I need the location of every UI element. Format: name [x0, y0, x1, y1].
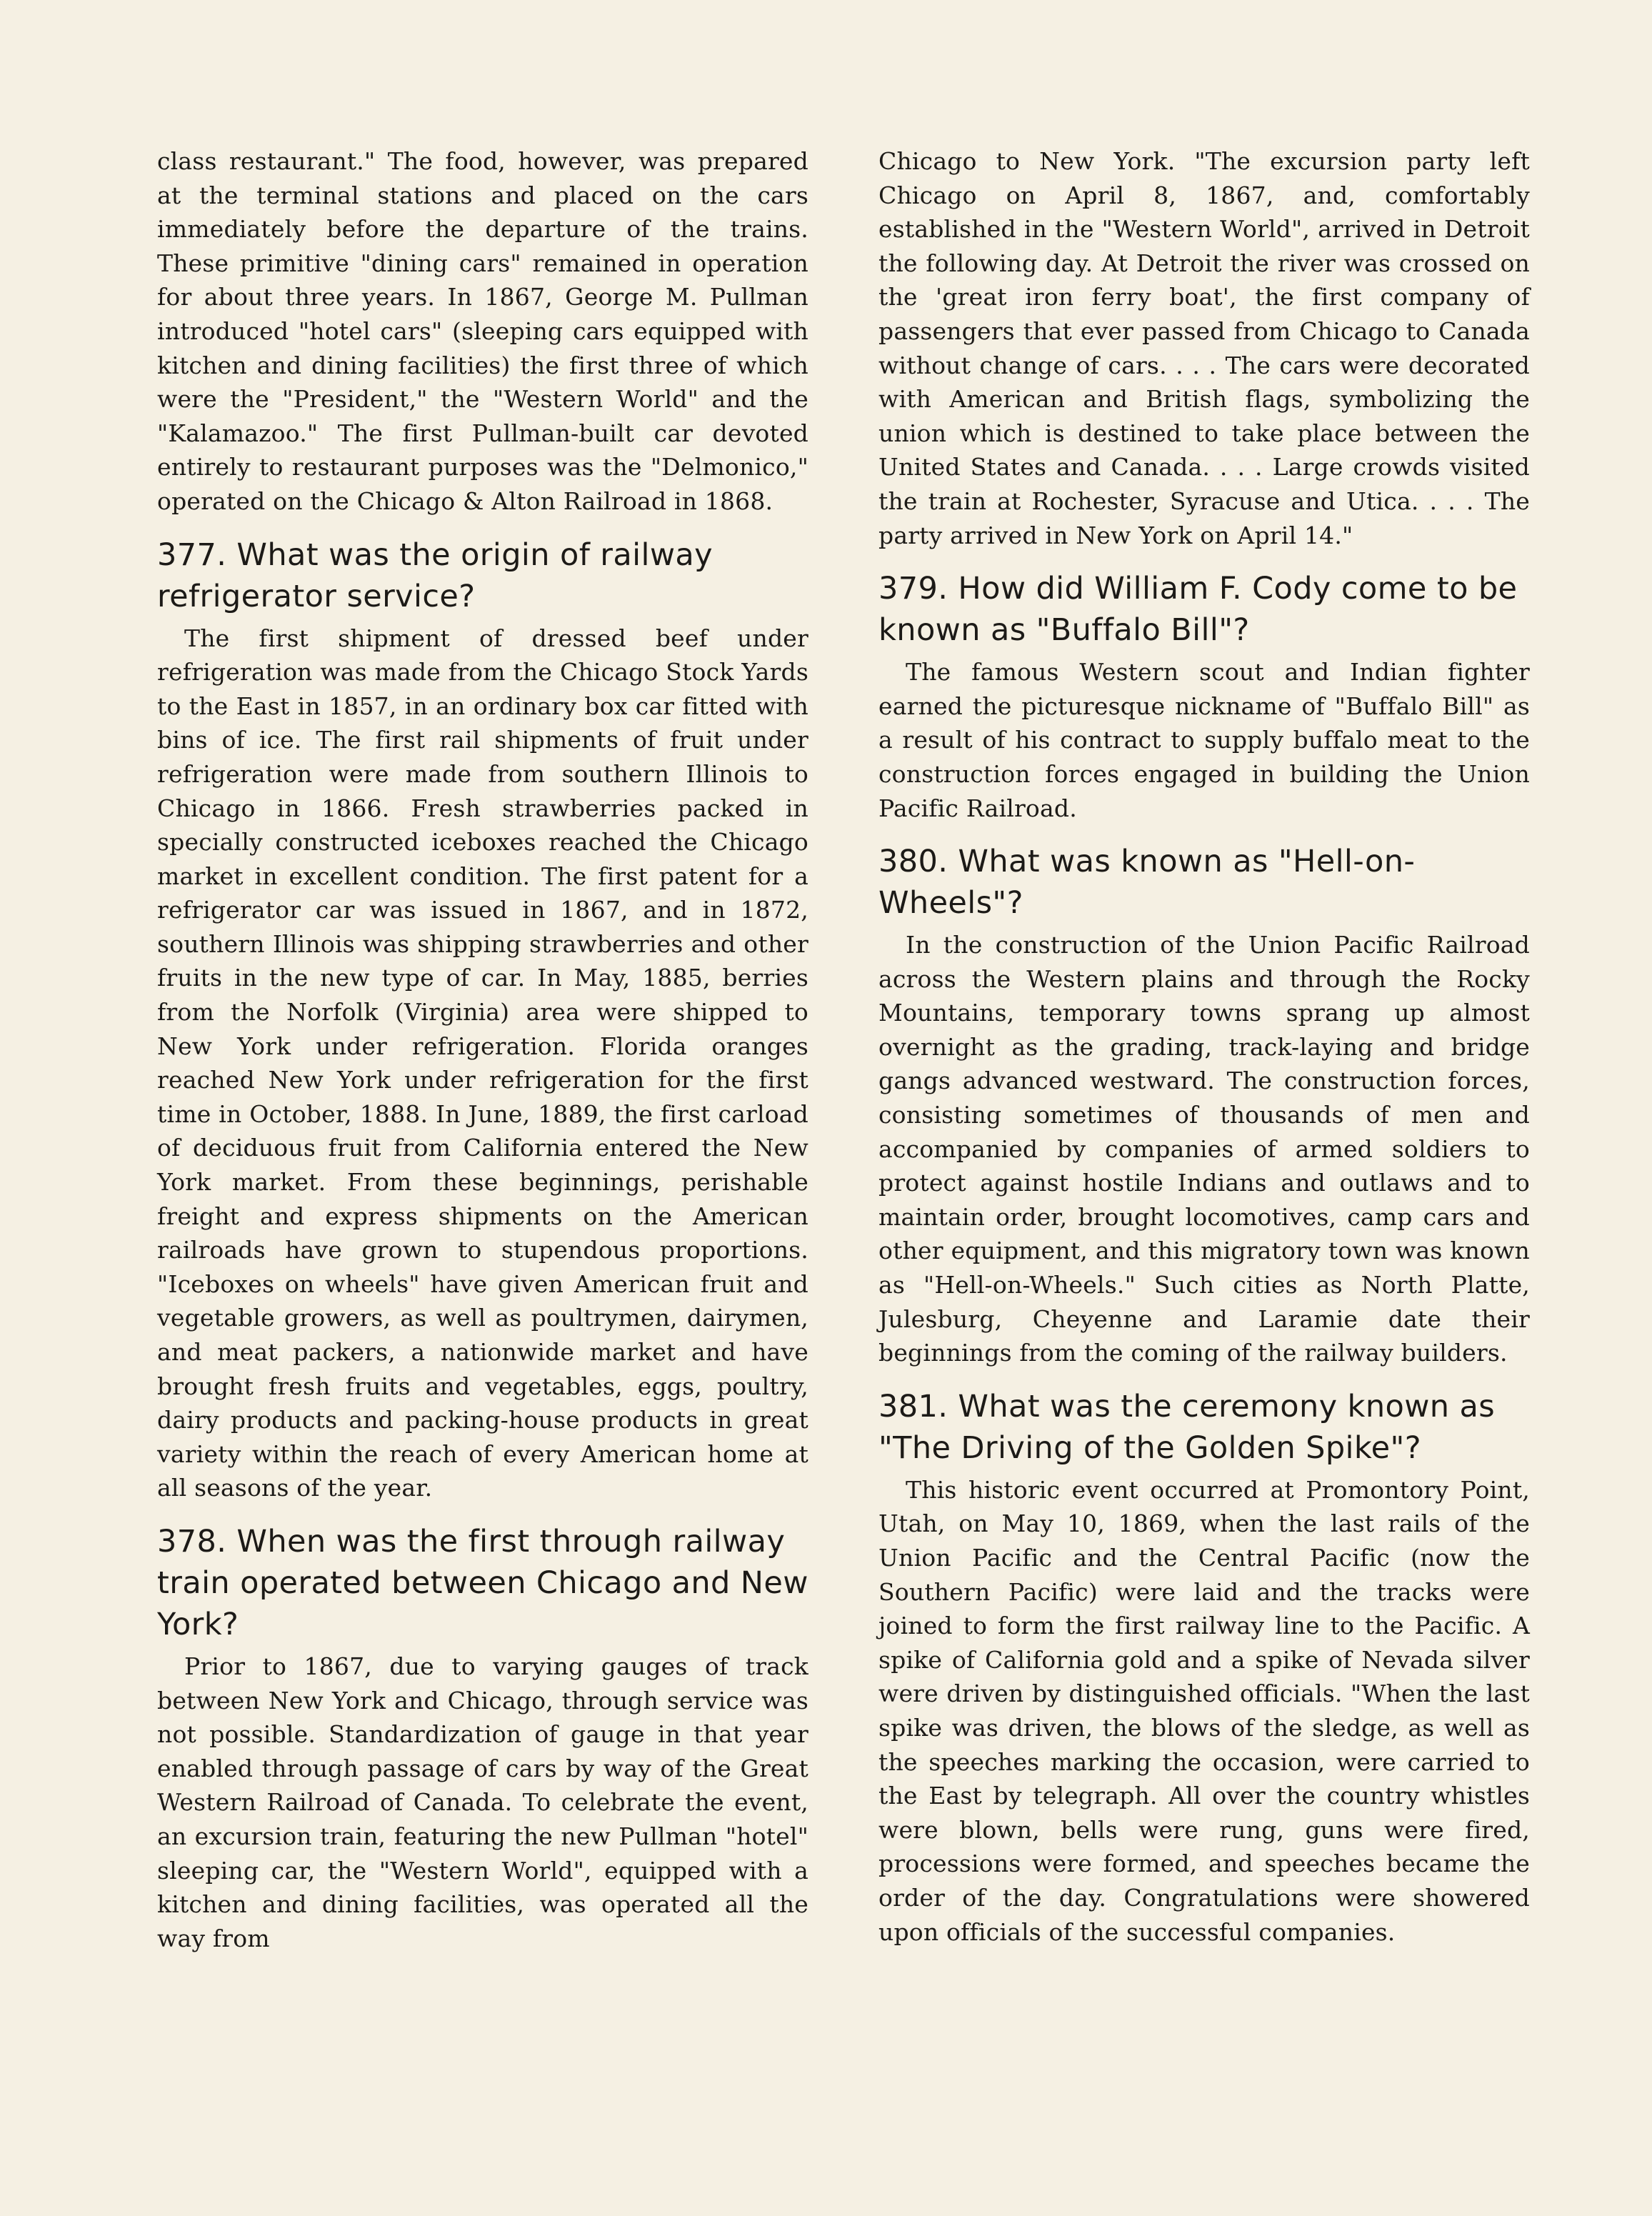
- question-380: [878, 841, 1530, 1370]
- question-381: [878, 1386, 1530, 1949]
- question-379-heading: 379. How did William F. Cody come to be known as "Buffalo Bill"?: [878, 571, 1518, 649]
- continued-paragraph-right: Chicago to New York. "The excursion party left Chicago on April 8, 1867, and, comfortably established in the "Western World", arrived in Detroit the following day. At Detroit the river was crossed on the 'great iron ferry boat', the first company of passengers that ever passed from Chicago to Canada without change of cars. . . . The cars were decorated with American and British flags, symbolizing the union which is destined to take place between the United States and Canada. . . . Large crowds visited the train at Rochester, Syracuse and Utica. . . . The party arrived in New York on April 14.": [878, 147, 1530, 549]
- question-377-body: The first shipment of dressed beef under refrigeration was made from the Chicago Stock Yards to the East in 1857, in an ordinary box car fitted with bins of ice. The first rail shipments of fruit under refrigeration were made from southern Illinois to Chicago in 1866. Fresh strawberries packed in specially constructed iceboxes reached the Chicago market in excellent condition. The first patent for a refrigerator car was issued in 1867, and in 1872, southern Illinois was shipping strawberries and other fruits in the new type of car. In May, 1885, berries from the Norfolk (Virginia) area were shipped to New York under refrigeration. Florida oranges reached New York under refrigeration for the first time in October, 1888. In June, 1889, the first carload of deciduous fruit from California entered the New York market. From these beginnings, perishable freight and express shipments on the American railroads have grown to stupendous proportions. "Iceboxes on wheels" have given American fruit and vegetable growers, as well as poultrymen, dairymen, and meat packers, a nationwide market and have brought fresh fruits and vegetables, eggs, poultry, dairy products and packing-house products in great variety within the reach of every American home at all seasons of the year.: [157, 624, 809, 1502]
- question-381-heading: 381. What was the ceremony known as "The Driving of the Golden Spike"?: [878, 1388, 1496, 1466]
- left-column: [157, 144, 809, 1955]
- question-379: [878, 568, 1530, 825]
- question-377: [157, 534, 809, 1505]
- question-380-heading: 380. What was known as "Hell-on-Wheels"?: [878, 844, 1416, 922]
- question-377-heading: 377. What was the origin of railway refrigerator service?: [157, 536, 713, 614]
- question-381-body: This historic event occurred at Promontory Point, Utah, on May 10, 1869, when the last rails of the Union Pacific and the Central Pacific (now the Southern Pacific) were laid and the tracks were joined to form the first railway line to the Pacific. A spike of California gold and a spike of Nevada silver were driven by distinguished officials. "When the last spike was driven, the blows of the sledge, as well as the speeches marking the occasion, were carried to the East by telegraph. All over the country whistles were blown, bells were rung, guns were fired, processions were formed, and speeches became the order of the day. Congratulations were showered upon officials of the successful companies.: [878, 1475, 1530, 1946]
- question-378-body: Prior to 1867, due to varying gauges of track between New York and Chicago, through service was not possible. Standardization of gauge in that year enabled through passage of cars by way of the Great Western Railroad of Canada. To celebrate the event, an excursion train, featuring the new Pullman "hotel" sleeping car, the "Western World", equipped with a kitchen and dining facilities, was operated all the way from: [157, 1652, 809, 1952]
- question-378-heading: 378. When was the first through railway train operated between Chicago and New York?: [157, 1523, 809, 1642]
- continued-paragraph-left: class restaurant." The food, however, was prepared at the terminal stations and placed on the cars immediately before the departure of the trains. These primitive "dining cars" remained in operation for about three years. In 1867, George M. Pullman introduced "hotel cars" (sleeping cars equipped with kitchen and dining facilities) the first three of which were the "President," the "Western World" and the "Kalamazoo." The first Pullman-built car devoted entirely to restaurant purposes was the "Delmonico," operated on the Chicago & Alton Railroad in 1868.: [157, 147, 809, 515]
- question-380-body: In the construction of the Union Pacific Railroad across the Western plains and through the Rocky Mountains, temporary towns sprang up almost overnight as the grading, track-laying and bridge gangs advanced westward. The construction forces, consisting sometimes of thousands of men and accompanied by companies of armed soldiers to protect against hostile Indians and outlaws and to maintain order, brought locomotives, camp cars and other equipment, and this migratory town was known as "Hell-on-Wheels." Such cities as North Platte, Julesburg, Cheyenne and Laramie date their beginnings from the coming of the railway builders.: [878, 931, 1530, 1367]
- question-379-body: The famous Western scout and Indian fighter earned the picturesque nickname of "Buffalo Bill" as a result of his contract to supply buffalo meat to the construction forces engaged in building the Union Pacific Railroad.: [878, 658, 1530, 822]
- right-column: [878, 144, 1530, 1949]
- question-378: [157, 1521, 809, 1955]
